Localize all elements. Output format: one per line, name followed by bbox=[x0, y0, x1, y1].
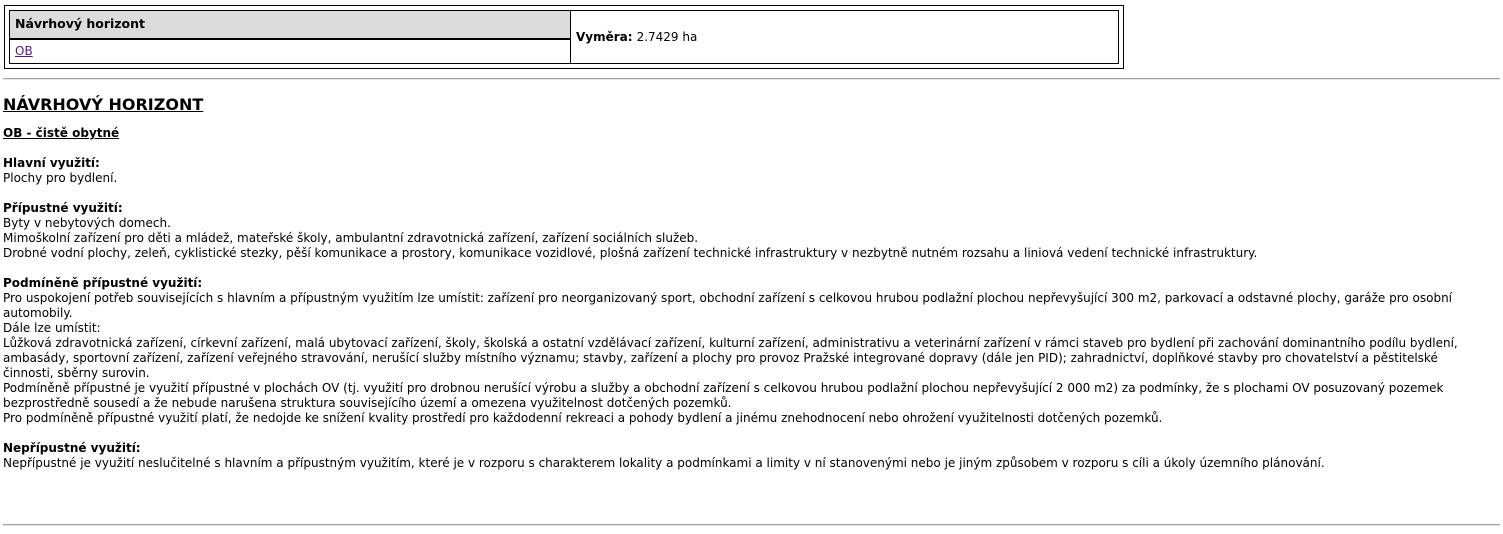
bottom-divider bbox=[3, 524, 1500, 526]
summary-table-inner bbox=[9, 10, 1119, 64]
page-title: NÁVRHOVÝ HORIZONT bbox=[3, 95, 204, 114]
section-line: Nepřípustné je využití neslučitelné s hlavním a přípustným využitím, které je v rozporu s charakterem lokality a podmínkami a limity v ní stanovenými nebo je jiným způsobem v rozporu s cíli a úkoly územního plánování. bbox=[3, 456, 1325, 470]
section-line: Podmíněně přípustné je využití přípustné v plochách OV (tj. využití pro drobnou nerušící výrobu a služby a obchodní zařízení s celkovou hrubou podlažní plochou nepřevyšující 2 000 m2) za podmínky, že s plochami OV posuzovaný pozemek bezprostředně sousedí a že nebude narušena struktura souvisejícího území a omezena využitelnost dotčených pozemků. bbox=[3, 381, 1444, 410]
section-line: Drobné vodní plochy, zeleň, cyklistické stezky, pěší komunikace a prostory, komunikace vozidlové, plošná zařízení technické infrastruktury v nezbytně nutném rozsahu a liniová vedení technické infrastruktury. bbox=[3, 246, 1258, 260]
section-main-use bbox=[3, 156, 1473, 186]
section-line: Pro podmíněně přípustné využití platí, že nedojde ke snížení kvality prostředí pro každodenní rekreaci a pohody bydlení a jinému znehodnocení nebo ohrožení využitelnosti dotčených pozemků. bbox=[3, 411, 1163, 425]
horizon-header: Návrhový horizont bbox=[10, 11, 570, 40]
area-value: 2.7429 ha bbox=[636, 29, 698, 44]
section-line: Mimoškolní zařízení pro děti a mládež, mateřské školy, ambulantní zdravotnická zařízení, zařízení sociálních služeb. bbox=[3, 231, 699, 245]
section-line: Byty v nebytových domech. bbox=[3, 216, 171, 230]
section-line: Lůžková zdravotnická zařízení, církevní zařízení, malá ubytovací zařízení, školy, školská a ostatní vzdělávací zařízení, kulturní zařízení, administrativu a veterinární zařízení v rámci staveb pro bydlení při zachování dominantního podílu bydlení, ambasády, sportovní zařízení, zařízení veřejného stravování, nerušící služby místního významu; stavby, zařízení a plochy pro provoz Pražské integrované dopravy (dále jen PID); zahradnictví, doplňkové stavby pro chovatelství a pěstitelské činnosti, sběrny surovin. bbox=[3, 336, 1458, 380]
code-cell bbox=[10, 40, 570, 63]
land-use-subtitle: OB - čistě obytné bbox=[3, 126, 120, 140]
section-title: Hlavní využití: bbox=[3, 156, 100, 170]
section-permitted-use bbox=[3, 201, 1473, 261]
section-line: Dále lze umístit: bbox=[3, 321, 101, 335]
area-label: Vyměra: bbox=[576, 29, 633, 44]
section-title: Přípustné využití: bbox=[3, 201, 123, 215]
area-cell bbox=[571, 11, 1118, 63]
section-title: Nepřípustné využití: bbox=[3, 441, 141, 455]
code-link-ob[interactable]: OB bbox=[15, 44, 33, 58]
section-conditional-use bbox=[3, 276, 1473, 426]
section-line: Plochy pro bydlení. bbox=[3, 171, 118, 185]
section-title: Podmíněně přípustné využití: bbox=[3, 276, 203, 290]
top-divider bbox=[3, 78, 1500, 80]
section-line: Pro uspokojení potřeb souvisejících s hlavním a přípustným využitím lze umístit: zařízení pro neorganizovaný sport, obchodní zařízení s celkovou hrubou podlažní plochou nepřevyšující 300 m2, parkovací a odstavné plochy, garáže pro osobní automobily. bbox=[3, 291, 1453, 320]
summary-table bbox=[4, 5, 1124, 69]
summary-left-column bbox=[10, 11, 571, 63]
section-prohibited-use bbox=[3, 441, 1473, 471]
regulation-content bbox=[3, 95, 1473, 471]
